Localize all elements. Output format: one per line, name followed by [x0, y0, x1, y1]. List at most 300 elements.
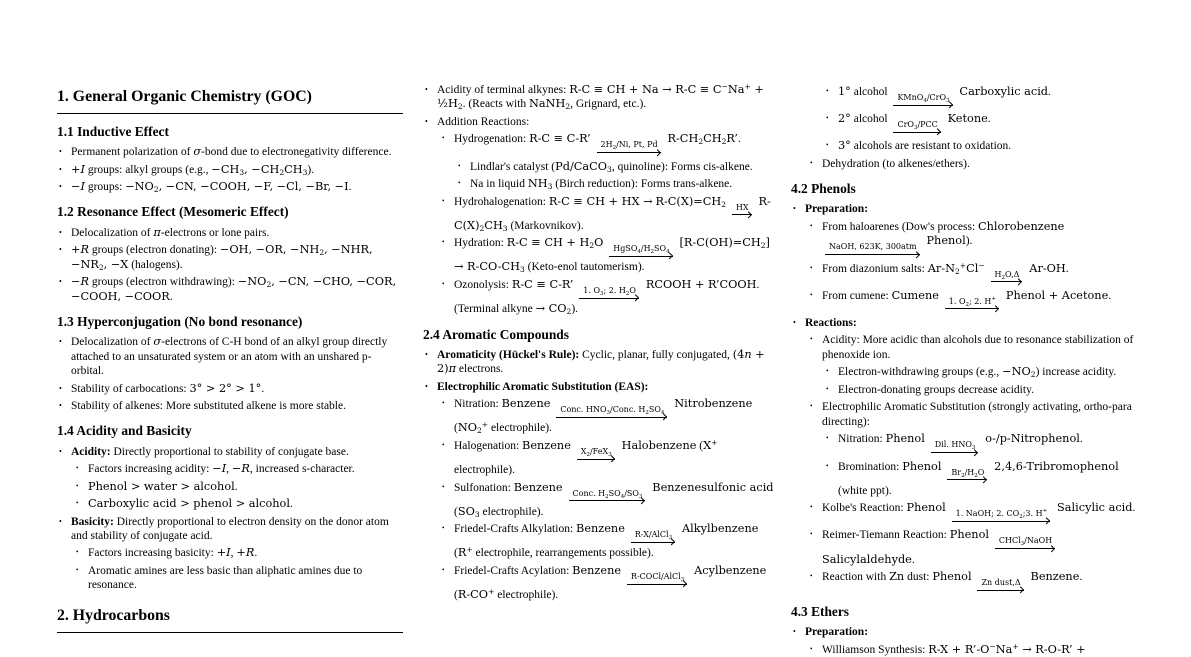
- bullet-icon: •: [59, 227, 62, 237]
- list-item: [791, 501, 1139, 525]
- list-item: [57, 382, 403, 396]
- chem-formula: Phenol: [949, 528, 990, 542]
- subscript: 2: [625, 290, 630, 297]
- list-item: [791, 528, 1139, 567]
- list-item: [791, 570, 1139, 594]
- subscript: 2: [605, 493, 609, 500]
- list-item: [423, 236, 775, 275]
- subscript: 3: [547, 182, 553, 192]
- list-item: [791, 383, 1139, 397]
- chem-formula: Benzene: [522, 438, 571, 452]
- subscript: 3: [638, 493, 643, 500]
- section-heading: 1.3 Hyperconjugation (No bond resonance): [57, 313, 303, 329]
- chem-formula: −OH, −OR, $-NH_2$, −NHR, $-NR_2$, −X: [71, 243, 373, 272]
- list-item-text: Ozonolysis: R-C ≡ C-R’ 1. $O_3$; 2. $H_2O$ RCOOH + R’COOH. (Terminal alkyne → $CO_2$).: [454, 277, 760, 317]
- subscript: 2: [1001, 274, 1005, 281]
- reaction-conditions-label: CrO$_3$/PCC: [897, 120, 938, 132]
- chem-formula: Ketone: [947, 112, 988, 126]
- reaction-arrow-icon: [977, 578, 1024, 594]
- subscript: 2: [698, 137, 704, 147]
- list-item: [57, 226, 403, 240]
- list-item: [57, 145, 403, 159]
- reaction-conditions-label: Dil. $HNO_3$: [934, 440, 976, 452]
- bullet-icon: •: [76, 499, 79, 508]
- bullet-icon: •: [59, 516, 62, 526]
- chem-formula: $-NO_2$: [1002, 365, 1036, 380]
- superscript: +: [481, 420, 489, 430]
- list-item: [57, 462, 403, 476]
- bold-text: Preparation:: [805, 626, 869, 639]
- reaction-arrow-icon: [893, 93, 953, 109]
- arrow-shaft: [825, 253, 921, 259]
- bullet-icon: •: [442, 565, 445, 574]
- subscript: 4: [660, 410, 665, 417]
- chem-formula: $R-C(X)_2CH_3$: [454, 194, 771, 233]
- chem-formula: Benzenesulfonic acid: [652, 480, 774, 494]
- list-item-text: 3° alcohols are resistant to oxidation.: [838, 139, 1012, 153]
- chem-formula: Acylbenzene: [694, 563, 767, 577]
- subscript: 2: [965, 301, 970, 308]
- list-item: [791, 643, 1139, 657]
- superscript: +: [991, 295, 997, 302]
- subscript: 4: [637, 249, 641, 256]
- list-item-text: +R groups (electron donating): −OH, −OR, $-NH_2$, −NHR, $-NR_2$, −X (halogens).: [71, 243, 373, 272]
- superscript: +: [959, 260, 967, 270]
- reaction-conditions-label: R-X/AlCl$_3$: [634, 530, 673, 542]
- bold-text: Preparation:: [805, 203, 869, 216]
- bullet-icon: •: [810, 572, 813, 581]
- bullet-icon: •: [425, 381, 428, 391]
- chem-formula: $NO_2^+$: [457, 420, 489, 436]
- bold-text: Basicity:: [71, 515, 114, 528]
- reaction-conditions-label: 1. $O_2$; 2. H+: [948, 295, 997, 308]
- list-item-text: Electron-withdrawing groups (e.g., $-NO_2$) increase acidity.: [838, 365, 1117, 380]
- bullet-icon: •: [76, 565, 79, 574]
- bullet-icon: •: [442, 440, 445, 449]
- reaction-arrow-icon: [947, 468, 988, 484]
- bullet-icon: •: [826, 461, 829, 470]
- subscript: 2: [1030, 370, 1036, 380]
- list-item: [791, 333, 1139, 362]
- bullet-icon: •: [458, 179, 461, 188]
- reaction-arrow-icon: [631, 530, 676, 546]
- list-item-text: Stability of carbocations: 3° > 2° > 1°.: [71, 381, 265, 395]
- chem-formula: $-CH_3$, $-CH_2CH_3$: [211, 162, 308, 177]
- subscript: 4: [666, 249, 670, 256]
- bullet-icon: •: [59, 446, 62, 456]
- chem-formula: Phenol: [885, 432, 925, 446]
- superscript: +: [1012, 641, 1019, 651]
- list-item: [57, 497, 403, 511]
- superscript: −: [721, 82, 728, 91]
- list-item: [57, 180, 403, 194]
- subscript: 2: [955, 266, 960, 276]
- subscript: 2: [586, 451, 590, 458]
- chem-formula: Salicylic acid: [1057, 501, 1133, 515]
- bullet-icon: •: [793, 317, 796, 327]
- chem-formula: Benzene: [1030, 570, 1080, 584]
- superscript: −: [989, 641, 996, 651]
- subscript: 3: [971, 445, 976, 452]
- list-item-text: Friedel-Crafts Acylation: Benzene R-COCl/AlCl$_3$ Acylbenzene (R-CO+ electrophile).: [454, 563, 767, 602]
- reaction-conditions-label: 1. NaOH; 2. $CO_2;3$. H+: [955, 508, 1048, 521]
- subscript: 2: [974, 472, 978, 479]
- bullet-icon: •: [76, 464, 79, 473]
- math-variable: σ: [153, 335, 162, 349]
- list-item-text: Permanent polarization of σ-bond due to electronegativity difference.: [71, 145, 392, 159]
- list-item-text: Sulfonation: Benzene Conc. $H_2SO_4/SO_3$ Benzenesulfonic acid ($SO_3$ electrophile).: [454, 480, 774, 519]
- list-item: [791, 400, 1139, 429]
- list-item: [423, 115, 775, 129]
- list-item-text: Dehydration (to alkenes/ethers).: [822, 157, 970, 170]
- chem-formula: o-/p-Nitrophenol: [985, 432, 1080, 446]
- math-variable: +I: [216, 546, 231, 560]
- list-item: [791, 202, 1139, 216]
- subscript: 2: [612, 145, 617, 152]
- list-item: [423, 132, 775, 156]
- list-item: [57, 335, 403, 378]
- reaction-arrow-icon: [627, 572, 688, 588]
- list-item-text: From haloarenes (Dow's process: Chlorobenzene NaOH, 623K, 300atm Phenol).: [822, 220, 1139, 259]
- bullet-icon: •: [59, 164, 62, 174]
- subscript: 2: [961, 472, 965, 479]
- bullet-icon: •: [793, 204, 796, 214]
- subscript: 2: [760, 241, 766, 251]
- superscript: +: [744, 82, 751, 91]
- list-item-text: Aromatic amines are less basic than aliphatic amines due to resonance.: [88, 564, 363, 592]
- list-item-text: Kolbe's Reaction: Phenol 1. NaOH; 2. $CO_2;3$. H+ Salicylic acid.: [822, 501, 1139, 525]
- reaction-arrow-icon: [609, 244, 673, 260]
- list-item-text: [805, 202, 1139, 216]
- math-variable: π: [448, 362, 457, 376]
- reaction-arrow-icon: [597, 140, 662, 156]
- list-item-text: Williamson Synthesis: R-X + R’-O−Na+ → R-O-R’ +: [822, 641, 1086, 656]
- list-item-text: Hydration: R-C ≡ CH + $H_2O$ $HgSO_4/H_2SO_4$ $[R-C(OH)=CH_2] \to R-CO-CH_3$ (Keto-enol tautomerism).: [454, 236, 770, 275]
- arrow-shaft: [732, 213, 753, 219]
- list-item-text: Nitration: Benzene Conc. $HNO_3$/Conc. $H_2SO_4$ Nitrobenzene ($NO_2^+$ electrophile).: [454, 397, 753, 436]
- subscript: 3: [608, 451, 612, 458]
- list-item: [423, 397, 775, 436]
- chem-formula: 2,4,6-Tribromophenol: [994, 459, 1119, 473]
- chem-formula: Carboxylic acid: [959, 85, 1049, 98]
- chem-formula: Phenol > water > alcohol: [88, 479, 235, 493]
- list-item: [791, 139, 1139, 153]
- subscript: 2: [279, 167, 285, 177]
- bullet-icon: •: [810, 530, 813, 539]
- bullet-icon: •: [793, 627, 796, 637]
- bullet-icon: •: [826, 367, 829, 376]
- chem-formula: Benzene: [501, 397, 551, 411]
- subscript: 2: [319, 248, 325, 258]
- chem-formula: Carboxylic acid > phenol > alcohol: [88, 497, 290, 511]
- bullet-icon: •: [826, 434, 829, 443]
- arrow-shaft: [597, 151, 662, 157]
- subscript: 3: [502, 223, 508, 233]
- chem-formula: X+: [703, 437, 718, 452]
- list-item: [791, 316, 1139, 330]
- list-item-text: −I groups: $-NO_2$, −CN, −COOH, −F, −Cl, −Br, −I.: [71, 180, 352, 194]
- reaction-conditions-label: HX: [735, 202, 749, 212]
- bullet-icon: •: [810, 221, 813, 230]
- chem-formula: Cumene: [891, 288, 939, 302]
- chem-formula: → $CO_2$: [535, 302, 572, 317]
- reaction-arrow-icon: [952, 509, 1052, 525]
- reaction-conditions-label: NaOH, 623K, 300atm: [829, 242, 917, 252]
- math-variable: +R: [71, 243, 89, 257]
- arrow-shaft: [991, 280, 1024, 286]
- chem-formula: R-C ≡ C-R’: [529, 132, 591, 146]
- arrow-shaft: [893, 130, 941, 136]
- chem-formula: (4n + 2)π: [437, 347, 765, 376]
- list-item: [57, 564, 403, 593]
- bullet-icon: •: [810, 335, 813, 344]
- list-item-text: Addition Reactions:: [437, 115, 530, 128]
- bullet-icon: •: [826, 384, 829, 393]
- bullet-icon: •: [76, 548, 79, 557]
- math-variable: −I: [71, 180, 85, 193]
- arrow-shaft: [569, 499, 647, 505]
- arrow-shaft: [931, 451, 980, 457]
- chem-formula: Alkylbenzene: [682, 522, 759, 536]
- list-item: [57, 546, 403, 560]
- list-item: [57, 163, 403, 177]
- bullet-icon: •: [442, 399, 445, 408]
- reaction-arrow-icon: [569, 489, 647, 505]
- chem-formula: Halobenzene: [621, 438, 697, 452]
- list-item-text: Aromaticity (Hückel's Rule): Cyclic, planar, fully conjugated, (4n + 2)π electrons.: [437, 347, 765, 376]
- math-variable: −R: [231, 462, 250, 476]
- bold-text: Aromaticity (Hückel's Rule):: [437, 348, 580, 361]
- chem-formula: $[R-C(OH)=CH_2] \to R-CO-CH_3$: [454, 236, 770, 275]
- subscript: 2: [477, 426, 482, 436]
- bullet-icon: •: [458, 161, 461, 170]
- list-item-text: From diazonium salts: $Ar-N_2^+Cl^-$ $H_2O,\Delta$ Ar-OH.: [822, 262, 1139, 286]
- reaction-conditions-label: $H_2O,\Delta$: [994, 269, 1020, 281]
- chem-formula: Benzene: [572, 563, 622, 577]
- arrow-shaft: [952, 519, 1052, 525]
- list-item-text: Carboxylic acid > phenol > alcohol.: [88, 497, 293, 511]
- reaction-conditions-label: Conc. $H_2SO_4/SO_3$: [572, 488, 643, 500]
- list-item-text: Hydrohalogenation: R-C ≡ CH + HX → $R-C(X)=CH_2$ HX $R-C(X)_2CH_3$ (Markovnikov).: [454, 194, 771, 233]
- chem-formula: Phenol: [906, 501, 946, 515]
- math-variable: −R: [71, 275, 89, 289]
- chem-formula: Phenol: [902, 459, 942, 473]
- bullet-icon: •: [59, 401, 62, 410]
- chapter-heading: 2. Hydrocarbons: [57, 607, 403, 633]
- bullet-icon: •: [442, 279, 445, 288]
- reaction-arrow-icon: [991, 270, 1024, 286]
- subscript: 3: [520, 265, 525, 275]
- list-item: [791, 289, 1139, 313]
- list-item-text: −R groups (electron withdrawing): $-NO_2$, −CN, −CHO, −COR, −COOH, −COOR.: [71, 275, 397, 303]
- list-item: [57, 243, 403, 272]
- bullet-icon: •: [425, 85, 428, 94]
- bullet-icon: •: [442, 524, 445, 533]
- list-item-text: [437, 380, 775, 394]
- bullet-icon: •: [810, 644, 813, 653]
- subscript: 4: [923, 98, 927, 104]
- reaction-arrow-icon: [945, 297, 1000, 313]
- subscript: 2: [457, 102, 463, 112]
- arrow-shaft: [893, 103, 953, 109]
- bullet-icon: •: [425, 349, 428, 359]
- arrow-shaft: [627, 582, 688, 588]
- chem-formula: $SO_3$: [457, 504, 480, 519]
- arrow-shaft: [609, 254, 673, 260]
- subscript: 3: [607, 164, 612, 174]
- bullet-icon: •: [810, 503, 813, 512]
- chem-formula: Zn: [889, 570, 905, 584]
- superscript: +: [711, 437, 718, 447]
- chem-formula: R-X + R’-O−Na+ → R-O-R’ +: [928, 641, 1086, 656]
- subscript: 3: [606, 410, 611, 417]
- math-variable: σ: [193, 145, 202, 159]
- arrow-shaft: [631, 540, 676, 546]
- chem-formula: R+: [457, 545, 473, 560]
- chem-formula: R-C ≡ CH + HX →: [548, 194, 653, 208]
- subscript: 2: [479, 223, 485, 233]
- subscript: 2: [566, 307, 572, 317]
- subscript: 3: [946, 98, 950, 104]
- chem-formula: Ar-OH: [1029, 261, 1066, 275]
- list-item: [423, 278, 775, 317]
- list-item-text: Lindlar's catalyst (Pd/CaCO$_3$, quinoline): Forms cis-alkene.: [470, 159, 753, 174]
- bullet-icon: •: [59, 147, 62, 157]
- chem-formula: $NH_3$: [527, 177, 553, 192]
- subscript: 3: [1020, 541, 1025, 548]
- list-item-text: Reaction with Zn dust: Phenol Zn dust,Δ Benzene.: [822, 570, 1139, 594]
- reaction-arrow-icon: [579, 286, 640, 302]
- list-item-text: Factors increasing basicity: +I, +R.: [88, 546, 258, 560]
- section-heading: 1.4 Acidity and Basicity: [57, 423, 192, 439]
- bullet-icon: •: [810, 402, 813, 411]
- subscript: 3: [239, 167, 245, 177]
- list-item-text: Friedel-Crafts Alkylation: Benzene R-X/AlCl$_3$ Alkylbenzene (R+ electrophile, rearrangements possible).: [454, 522, 759, 560]
- chem-formula: $-NO_2$, −CN, −CHO, −COR, −COOH, −COOR: [71, 275, 397, 303]
- chem-formula: Salicylaldehyde: [822, 552, 912, 566]
- chem-formula: R-CO+: [457, 587, 495, 602]
- arrow-shaft: [579, 296, 640, 302]
- reaction-conditions-label: CHCl$_3$/NaOH: [998, 536, 1053, 548]
- superscript: −: [978, 260, 985, 270]
- subscript: 3: [474, 509, 480, 519]
- arrow-shaft: [947, 478, 988, 484]
- arrow-shaft: [577, 457, 616, 463]
- reaction-arrow-icon: [893, 120, 941, 136]
- bold-text: Electrophilic Aromatic Substitution (EAS):: [437, 380, 649, 393]
- list-item-text: Phenol > water > alcohol.: [88, 479, 238, 493]
- subscript: 2: [721, 137, 727, 147]
- subscript: 3: [302, 167, 308, 177]
- bullet-icon: •: [826, 87, 829, 95]
- chem-formula: Chlorobenzene: [978, 219, 1065, 233]
- list-item-text: Acidity: Directly proportional to stability of conjugate base.: [71, 445, 349, 458]
- chem-formula: Phenol + Acetone: [1005, 288, 1109, 302]
- chem-formula: 2°: [838, 112, 851, 126]
- list-item: [57, 399, 403, 413]
- subscript: 2: [589, 241, 595, 251]
- section-heading: 4.3 Ethers: [791, 604, 850, 620]
- bold-text: Reactions:: [805, 316, 857, 329]
- list-item: [791, 112, 1139, 136]
- subscript: 2: [266, 280, 272, 290]
- subscript: 2: [721, 199, 727, 209]
- reaction-arrow-icon: [556, 405, 668, 421]
- list-item-text: +I groups: alkyl groups (e.g., $-CH_3$, $-CH_2CH_3$).: [71, 162, 315, 177]
- subscript: 2: [1019, 514, 1023, 521]
- chem-formula: $-NO_2$, −CN, −COOH, −F, −Cl, −Br, −I: [125, 180, 349, 194]
- arrow-shaft: [945, 307, 1000, 313]
- math-variable: −I: [212, 462, 227, 476]
- list-item: [423, 348, 775, 377]
- subscript: 4: [620, 493, 625, 500]
- bullet-icon: •: [826, 141, 829, 150]
- list-item-text: Na in liquid $NH_3$ (Birch reduction): Forms trans-alkene.: [470, 177, 733, 192]
- list-item-text: Reimer-Tiemann Reaction: Phenol CHCl$_3$/NaOH Salicylaldehyde.: [822, 528, 1139, 567]
- subscript: 3: [913, 125, 918, 132]
- list-item-text: Delocalization of π-electrons or lone pairs.: [71, 225, 270, 239]
- superscript: +: [488, 587, 495, 597]
- list-item: [423, 522, 775, 561]
- list-item: [791, 85, 1139, 109]
- list-item: [791, 220, 1139, 259]
- list-item: [791, 262, 1139, 286]
- chem-formula: 1°: [838, 85, 851, 98]
- bullet-icon: •: [59, 182, 62, 191]
- arrow-shaft: [995, 547, 1056, 553]
- chem-formula: Benzene: [576, 522, 625, 536]
- reaction-arrow-icon: [995, 536, 1056, 552]
- list-item-text: Nitration: Phenol Dil. $HNO_3$ o-/p-Nitrophenol.: [838, 432, 1139, 456]
- section-heading: 1.2 Resonance Effect (Mesomeric Effect): [57, 204, 289, 220]
- math-variable: +R: [236, 546, 255, 560]
- bullet-icon: •: [810, 290, 813, 299]
- reaction-conditions-label: $HgSO_4/H_2SO_4$: [613, 244, 670, 256]
- bullet-icon: •: [810, 158, 813, 167]
- bullet-icon: •: [442, 134, 445, 143]
- reaction-conditions-label: $Br_2/H_2O$: [951, 467, 985, 479]
- subscript: 3: [680, 576, 685, 583]
- list-item-text: Electrophilic Aromatic Substitution (strongly activating, ortho-para directing):: [822, 401, 1132, 428]
- list-item-text: 2° alcohol CrO$_3$/PCC Ketone.: [838, 112, 1139, 136]
- list-item-text: Halogenation: Benzene $X_2/FeX_3$ Halobenzene (X+ electrophile).: [454, 437, 718, 477]
- reaction-conditions-label: $2H_2/Ni$, Pt, Pd: [600, 140, 658, 152]
- chem-formula: R-C ≡ CH + $H_2O$: [506, 236, 604, 251]
- list-item: [423, 195, 775, 234]
- list-item: [791, 157, 1139, 171]
- reaction-arrow-icon: [732, 203, 753, 219]
- bullet-icon: •: [59, 383, 62, 393]
- math-variable: n: [744, 347, 752, 361]
- reaction-conditions-label: $X_2/FeX_3$: [580, 446, 612, 458]
- section-heading: 4.2 Phenols: [791, 181, 856, 197]
- list-item-text: Acidity: More acidic than alcohols due to resonance stabilization of phenoxide ion.: [822, 334, 1134, 361]
- list-item-text: From cumene: Cumene 1. $O_2$; 2. H+ Phenol + Acetone.: [822, 289, 1139, 313]
- section-heading: 2.4 Aromatic Compounds: [423, 326, 569, 342]
- subscript: 2: [565, 102, 571, 112]
- list-item-text: Delocalization of σ-electrons of C-H bond of an alkyl group directly attached to an unsaturated system or an atom with an unshared p-orbital.: [71, 335, 388, 378]
- document-column-1: [57, 79, 403, 626]
- list-item-text: Hydrogenation: R-C ≡ C-R’ $2H_2/Ni$, Pt, Pd $R-CH_2CH_2R$’.: [454, 132, 775, 156]
- chem-formula: $R-CH_2CH_2R$’: [667, 132, 738, 147]
- bold-text: Acidity:: [71, 445, 111, 458]
- chem-formula: 3° > 2° > 1°: [189, 381, 262, 395]
- reaction-arrow-icon: [825, 242, 921, 258]
- list-item-text: Electron-donating groups decrease acidity.: [838, 383, 1034, 396]
- chem-formula: $Ar-N_2^+Cl^-$: [927, 260, 985, 276]
- list-item-text: 1° alcohol KMnO$_4$/CrO$_3$ Carboxylic acid.: [838, 85, 1139, 109]
- bullet-icon: •: [442, 238, 445, 247]
